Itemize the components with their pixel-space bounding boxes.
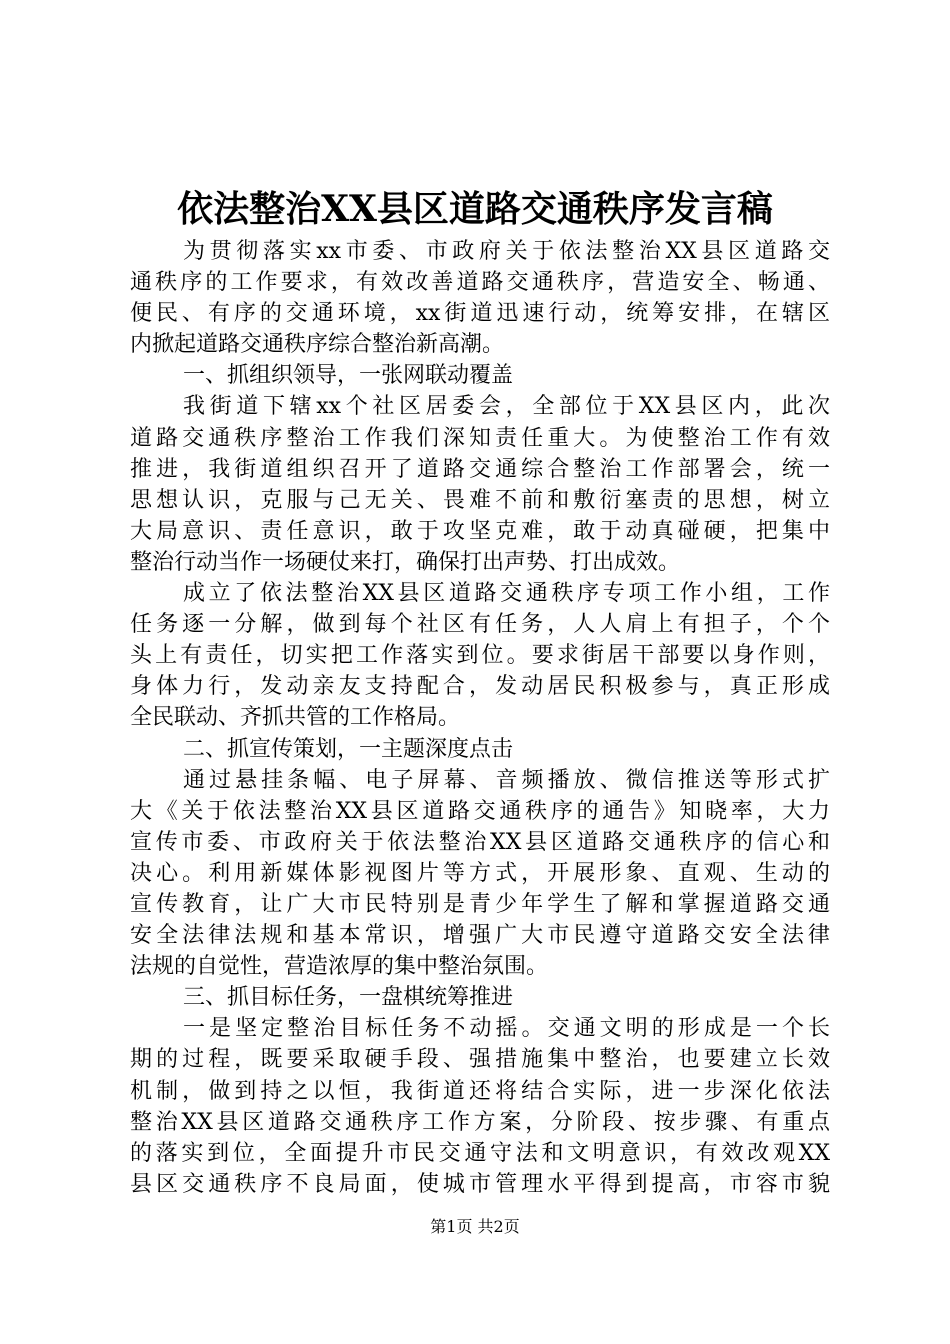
body-line: 思想认识，克服与己无关、畏难不前和敷衍塞责的思想，树立: [130, 487, 830, 513]
body-line: 安全法律法规和基本常识，增强广大市民遵守道路交安全法律: [130, 923, 830, 949]
body-line: 决心。利用新媒体影视图片等方式，开展形象、直观、生动的: [130, 860, 830, 886]
body-line: 通过悬挂条幅、电子屏幕、音频播放、微信推送等形式扩: [183, 767, 830, 793]
body-line: 身体力行，发动亲友支持配合，发动居民积极参与，真正形成: [130, 674, 830, 700]
body-line: 大《关于依法整治XX县区道路交通秩序的通告》知晓率，大力: [130, 798, 830, 824]
body-line: 三、抓目标任务，一盘棋统筹推进: [183, 985, 514, 1011]
body-line: 为贯彻落实xx市委、市政府关于依法整治XX县区道路交: [183, 239, 830, 264]
body-line: 大局意识、责任意识，敢于攻坚克难，敢于动真碰硬，把集中: [130, 518, 830, 544]
body-line: 我街道下辖xx个社区居委会，全部位于XX县区内，此次: [183, 394, 830, 420]
body-line: 推进，我街道组织召开了道路交通综合整治工作部署会，统一: [130, 456, 830, 482]
body-line: 头上有责任，切实把工作落实到位。要求街居干部要以身作则，: [130, 643, 830, 669]
body-line: 的落实到位，全面提升市民交通守法和文明意识，有效改观XX: [130, 1140, 830, 1166]
body-line: 机制，做到持之以恒，我街道还将结合实际，进一步深化依法: [130, 1078, 830, 1104]
body-line: 一、抓组织领导，一张网联动覆盖: [183, 363, 514, 389]
body-line: 法规的自觉性，营造浓厚的集中整治氛围。: [130, 954, 549, 980]
body-line: 期的过程，既要采取硬手段、强措施集中整治，也要建立长效: [130, 1047, 830, 1073]
body-line: 一是坚定整治目标任务不动摇。交通文明的形成是一个长: [183, 1016, 830, 1042]
body-line: 成立了依法整治XX县区道路交通秩序专项工作小组，工作: [183, 581, 830, 607]
body-line: 整治行动当作一场硬仗来打，确保打出声势、打出成效。: [130, 549, 681, 575]
body-line: 宣传市委、市政府关于依法整治XX县区道路交通秩序的信心和: [130, 829, 830, 855]
body-line: 宣传教育，让广大市民特别是青少年学生了解和掌握道路交通: [130, 891, 830, 917]
body-line: 任务逐一分解，做到每个社区有任务，人人肩上有担子，个个: [130, 612, 830, 638]
body-line: 县区交通秩序不良局面，使城市管理水平得到提高，市容市貌: [130, 1171, 830, 1197]
body-line: 通秩序的工作要求，有效改善道路交通秩序，营造安全、畅通、: [130, 270, 830, 296]
body-line: 二、抓宣传策划，一主题深度点击: [183, 736, 514, 762]
document-body: [130, 236, 830, 1200]
document-title: 依法整治XX县区道路交通秩序发言稿: [177, 188, 773, 230]
body-line: 整治XX县区道路交通秩序工作方案，分阶段、按步骤、有重点: [130, 1109, 830, 1135]
body-line: 全民联动、齐抓共管的工作格局。: [130, 705, 461, 731]
page-footer: 第1页 共2页: [430, 1217, 520, 1236]
body-line: 内掀起道路交通秩序综合整治新高潮。: [130, 332, 505, 358]
body-line: 便民、有序的交通环境，xx街道迅速行动，统筹安排，在辖区: [130, 301, 830, 327]
body-line: 道路交通秩序整治工作我们深知责任重大。为使整治工作有效: [130, 425, 830, 451]
